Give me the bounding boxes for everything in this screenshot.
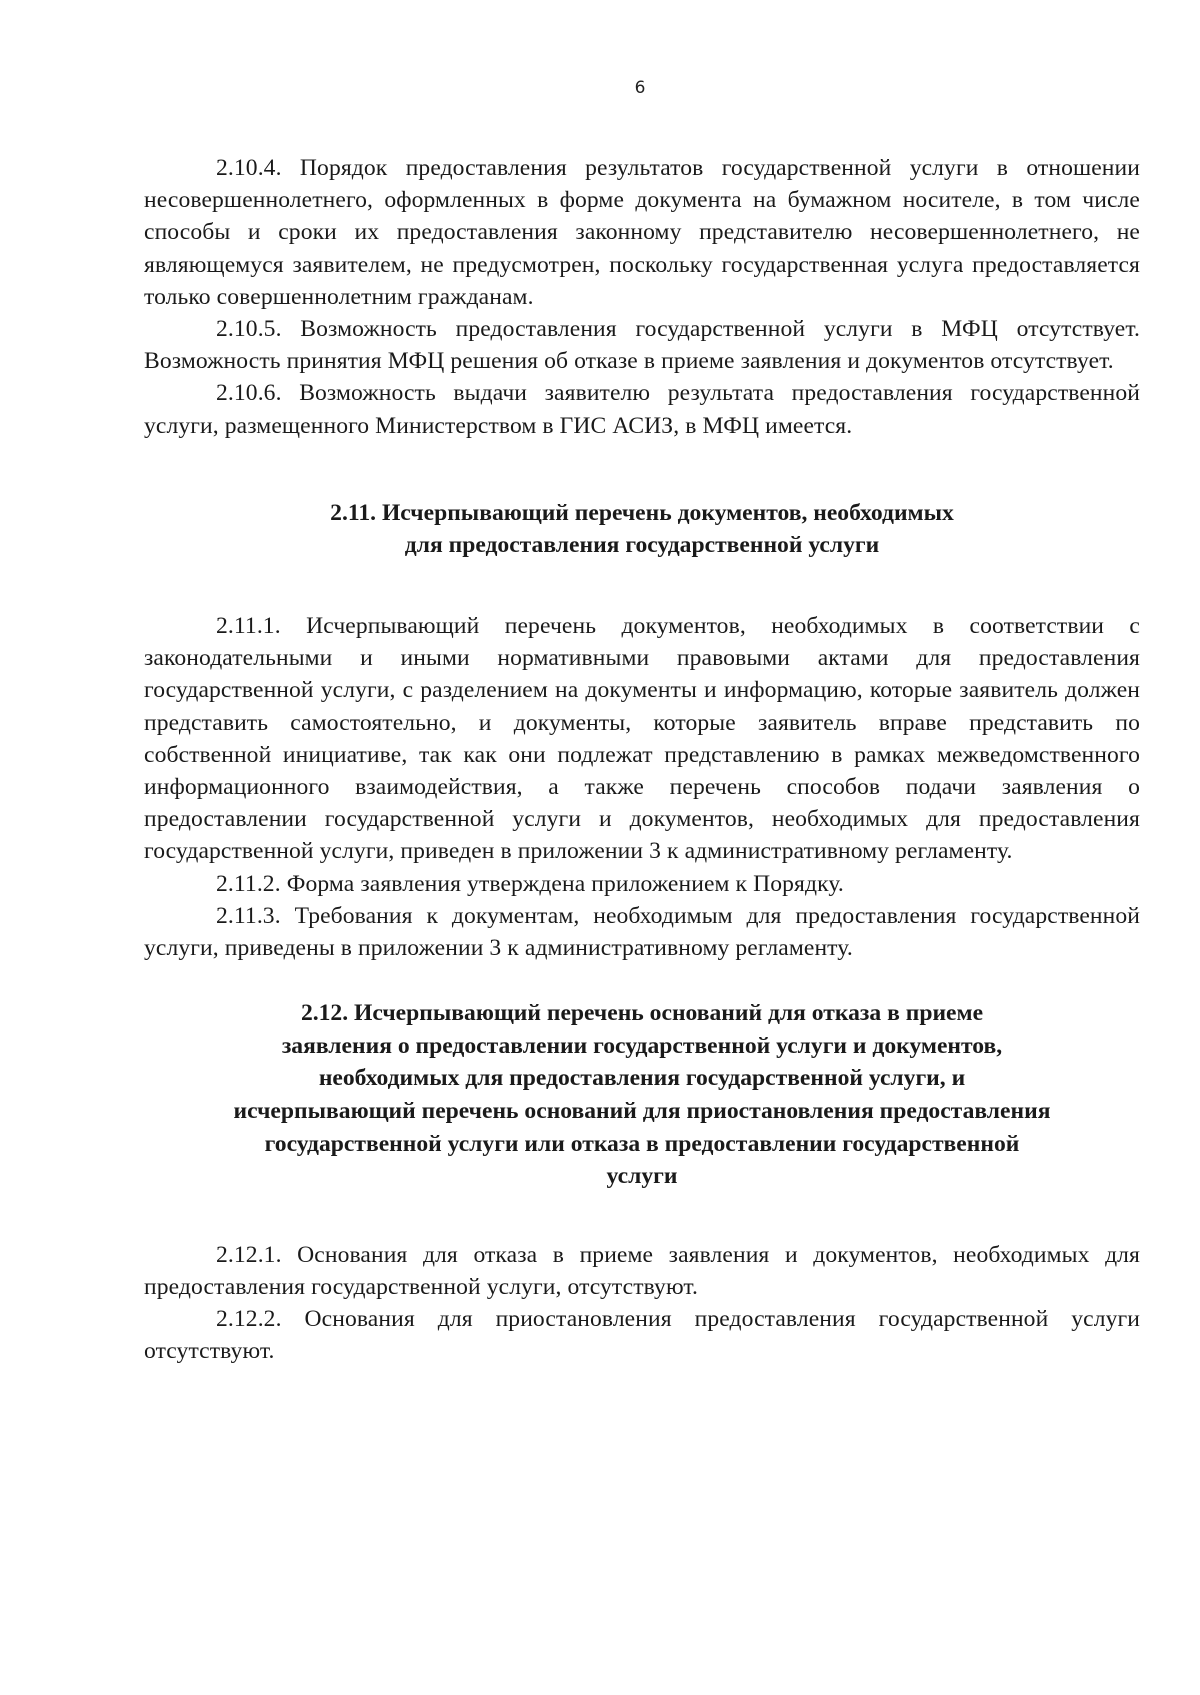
page-number-text: 6 bbox=[634, 78, 646, 98]
heading-line: для предоставления государственной услуги bbox=[404, 532, 880, 559]
heading-line: услуги bbox=[606, 1163, 678, 1190]
heading-line: 2.11. Исчерпывающий перечень документов, необходимых bbox=[330, 499, 954, 526]
paragraph-2-12-2: 2.12.2. Основания для приостановления предоставления государственной услуги отсутствуют. bbox=[144, 1306, 1140, 1365]
heading-line: государственной услуги или отказа в предоставлении государственной bbox=[264, 1130, 1020, 1157]
page-number bbox=[0, 78, 1200, 98]
paragraph-2-10-6: 2.10.6. Возможность выдачи заявителю результата предоставления государственной услуги, размещенного Министерством в ГИС АСИЗ, в МФЦ имеется. bbox=[144, 380, 1140, 439]
paragraph-2-11-3: 2.11.3. Требования к документам, необходимым для предоставления государственной услуги, приведены в приложении 3 к административному регламенту. bbox=[144, 902, 1140, 962]
heading-line: исчерпывающий перечень оснований для приостановления предоставления bbox=[233, 1098, 1051, 1125]
paragraph-2-10-4: 2.10.4. Порядок предоставления результатов государственной услуги в отношении несовершеннолетнего, оформленных в форме документа на бумажном носителе, в том числе способы и сроки их предоставления законному представителю несовершеннолетнего, не являющемуся заявителем, не предусмотрен, поскольку государственная услуга предоставляется только совершеннолетним гражданам. bbox=[144, 155, 1140, 310]
heading-line: 2.12. Исчерпывающий перечень оснований для отказа в приеме bbox=[300, 1000, 984, 1027]
paragraph-2-12-1: 2.12.1. Основания для отказа в приеме заявления и документов, необходимых для предоставления государственной услуги, отсутствуют. bbox=[144, 1241, 1140, 1301]
section-heading-2-12 bbox=[144, 997, 1140, 1193]
paragraph-2-11-1: 2.11.1. Исчерпывающий перечень документов, необходимых в соответствии с законодательными и иными нормативными правовыми актами для предоставления государственной услуги, с разделением на документы и информацию, которые заявитель должен представить самостоятельно, и документы, которые заявитель вправе представить по собственной инициативе, так как они подлежат представлению в рамках межведомственного информационного взаимодействия, а также перечень способов подачи заявления о предоставлении государственной услуги и документов, необходимых для предоставления государственной услуги, приведен в приложении 3 к административному регламенту. bbox=[144, 613, 1140, 865]
paragraph-2-10-5: 2.10.5. Возможность предоставления государственной услуги в МФЦ отсутствует. Возможность принятия МФЦ решения об отказе в приеме заявления и документов отсутствует. bbox=[144, 316, 1140, 375]
heading-line: заявления о предоставлении государственной услуги и документов, bbox=[281, 1032, 1003, 1059]
paragraph-2-11-2: 2.11.2. Форма заявления утверждена приложением к Порядку. bbox=[216, 870, 844, 897]
document-body bbox=[144, 152, 1140, 1368]
section-heading-2-11 bbox=[144, 497, 1140, 562]
heading-line: необходимых для предоставления государственной услуги, и bbox=[318, 1065, 966, 1092]
